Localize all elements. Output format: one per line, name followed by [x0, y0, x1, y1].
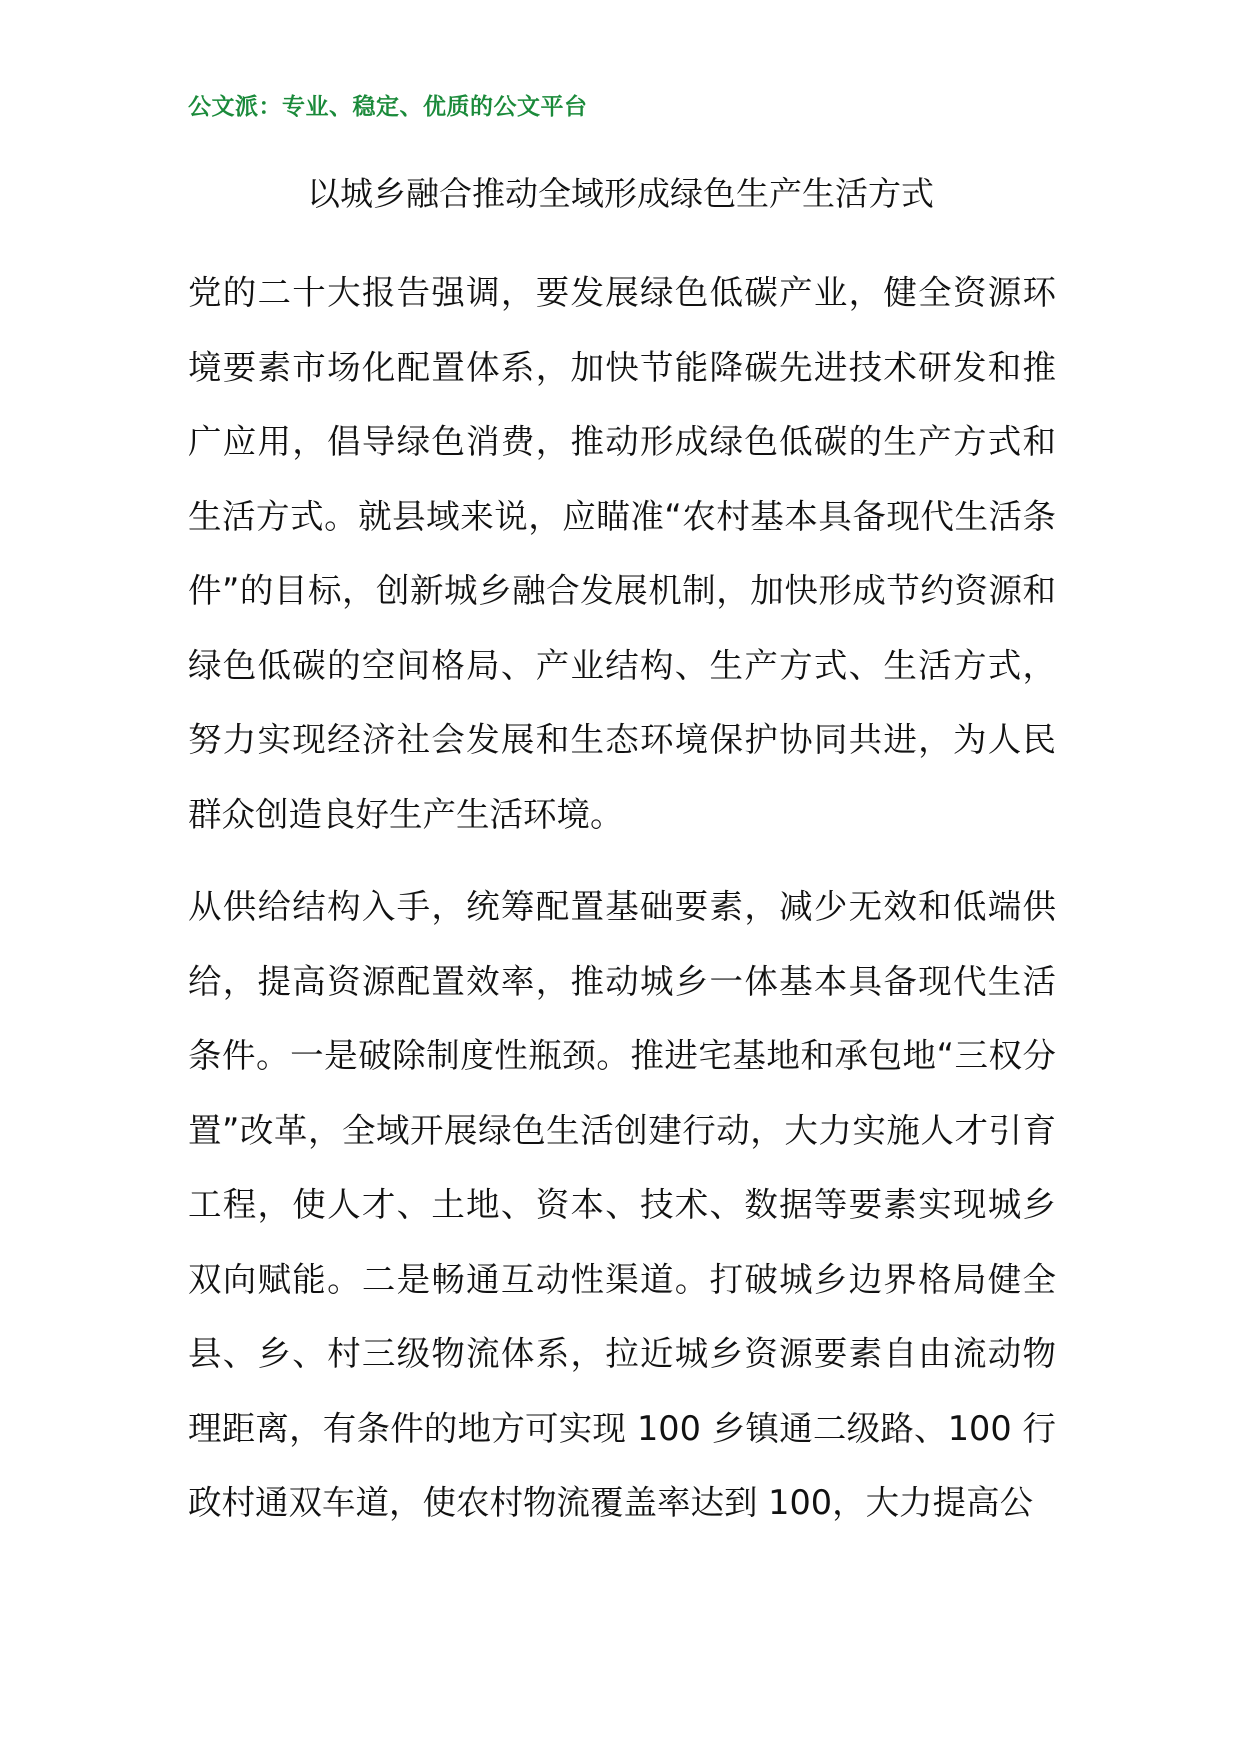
document-title: 以城乡融合推动全域形成绿色生产生活方式	[307, 174, 934, 213]
paragraph-2: 从供给结构入手，统筹配置基础要素，减少无效和低端供给，提高资源配置效率，推动城乡一体基本具备现代生活条件。一是破除制度性瓶颈。推进宅基地和承包地“三权分置”改革，全域开展绿色生活创建行动，大力实施人才引育工程，使人才、土地、资本、技术、数据等要素实现城乡双向赋能。二是畅通互动性渠道。打破城乡边界格局健全县、乡、村三级物流体系，拉近城乡资源要素自由流动物理距离，有条件的地方可实现 100 乡镇通二级路、100 行政村通双车道，使农村物流覆盖率达到 100，大力提高公	[188, 887, 1056, 1522]
paragraph-1: 党的二十大报告强调，要发展绿色低碳产业，健全资源环境要素市场化配置体系，加快节能降碳先进技术研发和推广应用，倡导绿色消费，推动形成绿色低碳的生产方式和生活方式。就县域来说，应瞄准“农村基本具备现代生活条件”的目标，创新城乡融合发展机制，加快形成节约资源和绿色低碳的空间格局、产业结构、生产方式、生活方式，努力实现经济社会发展和生态环境保护协同共进，为人民群众创造良好生产生活环境。	[188, 273, 1056, 834]
site-tagline: 公文派：专业、稳定、优质的公文平台	[188, 94, 588, 120]
